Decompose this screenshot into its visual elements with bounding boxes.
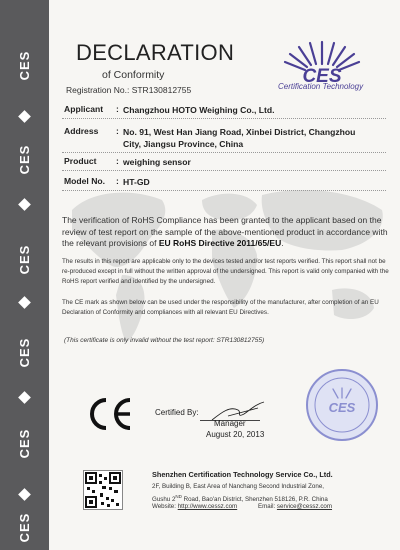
seal-mark: CES [328, 400, 356, 415]
stripe-label: CES [17, 428, 32, 459]
logo-tagline: Certification Technology [278, 82, 364, 91]
stripe-label: CES [17, 144, 32, 175]
applicant-label: Applicant [64, 104, 104, 114]
document-title: DECLARATION [76, 40, 235, 65]
report-validity-text: The results in this report are applicable only to the devices tested and/or test reports verified. This report shall not be re-produced except in full without the written approval of the undersigned. This report is valid only companied with the RoHS report verified and identified by the undersigned. [62, 258, 389, 285]
registration-label: Registration No.: [66, 85, 130, 95]
registration-number [66, 85, 191, 95]
product-value: weighing sensor [123, 157, 191, 167]
registration-value: STR130812755 [131, 85, 192, 95]
logo-mark: CES [302, 66, 342, 87]
stripe-diamond-icon [0, 490, 49, 499]
email-link[interactable]: service@cessz.com [276, 503, 333, 510]
stripe-label: CES [17, 50, 32, 81]
ce-mark-text: The CE mark as shown below can be used under the responsibility of the manufacturer, after completion of an EU Declaration of Conformity and compliances with all relevant EU Directives. [62, 299, 379, 316]
field-colon: : [116, 126, 119, 136]
website-link[interactable]: http://www.cessz.com [177, 503, 238, 510]
issuer-website: Website: http://www.cessz.com [152, 503, 238, 510]
issuer-company-name: Shenzhen Certification Technology Service Co., Ltd. [152, 470, 333, 479]
stripe-diamond-icon [0, 298, 49, 307]
issue-date: August 20, 2013 [206, 430, 265, 439]
qr-code [83, 470, 123, 510]
field-colon: : [116, 104, 119, 114]
product-label: Product [64, 156, 97, 166]
certificate-note: (This certificate is only invalid without the test report: STR130812755) [64, 337, 265, 344]
compliance-statement: The verification of RoHS Compliance has been granted to the applicant based on the review of test report on the sample of the above-mentioned product in accordance with the relevant provisions of EU RoHS Directive 2011/65/EU. [62, 215, 388, 248]
applicant-value: Changzhou HOTO Weighing Co., Ltd. [123, 105, 275, 115]
model-label: Model No. [64, 176, 106, 186]
field-colon: : [116, 156, 119, 166]
stripe-label: CES [17, 244, 32, 275]
address-value: No. 91, West Han Jiang Road, Xinbei District, Changzhou City, Jiangsu Province, China [123, 127, 356, 149]
model-value: HT-GD [123, 177, 150, 187]
directive-reference: EU RoHS Directive 2011/65/EU [158, 238, 282, 248]
address-label: Address [64, 126, 99, 136]
stripe-diamond-icon [0, 112, 49, 121]
ce-mark-icon [88, 396, 134, 432]
issuer-email: Email: service@cessz.com [258, 503, 333, 510]
side-stripe [0, 0, 49, 550]
signatory-role: Manager [214, 419, 246, 428]
stripe-label: CES [17, 512, 32, 543]
official-seal [305, 368, 379, 442]
divider [62, 118, 386, 119]
stripe-diamond-icon [0, 393, 49, 402]
stripe-diamond-icon [0, 200, 49, 209]
divider [62, 170, 386, 171]
divider [62, 152, 386, 153]
field-colon: : [116, 176, 119, 186]
divider [62, 190, 386, 191]
issuer-address: 2F, Building B, East Area of Nanchang Second Industrial Zone, Gushu 2ND Road, Bao'an District, Shenzhen 518126, P.R. China [152, 483, 328, 504]
stripe-label: CES [17, 337, 32, 368]
certified-by-label: Certified By: [155, 408, 199, 417]
document-subtitle: of Conformity [102, 69, 165, 81]
